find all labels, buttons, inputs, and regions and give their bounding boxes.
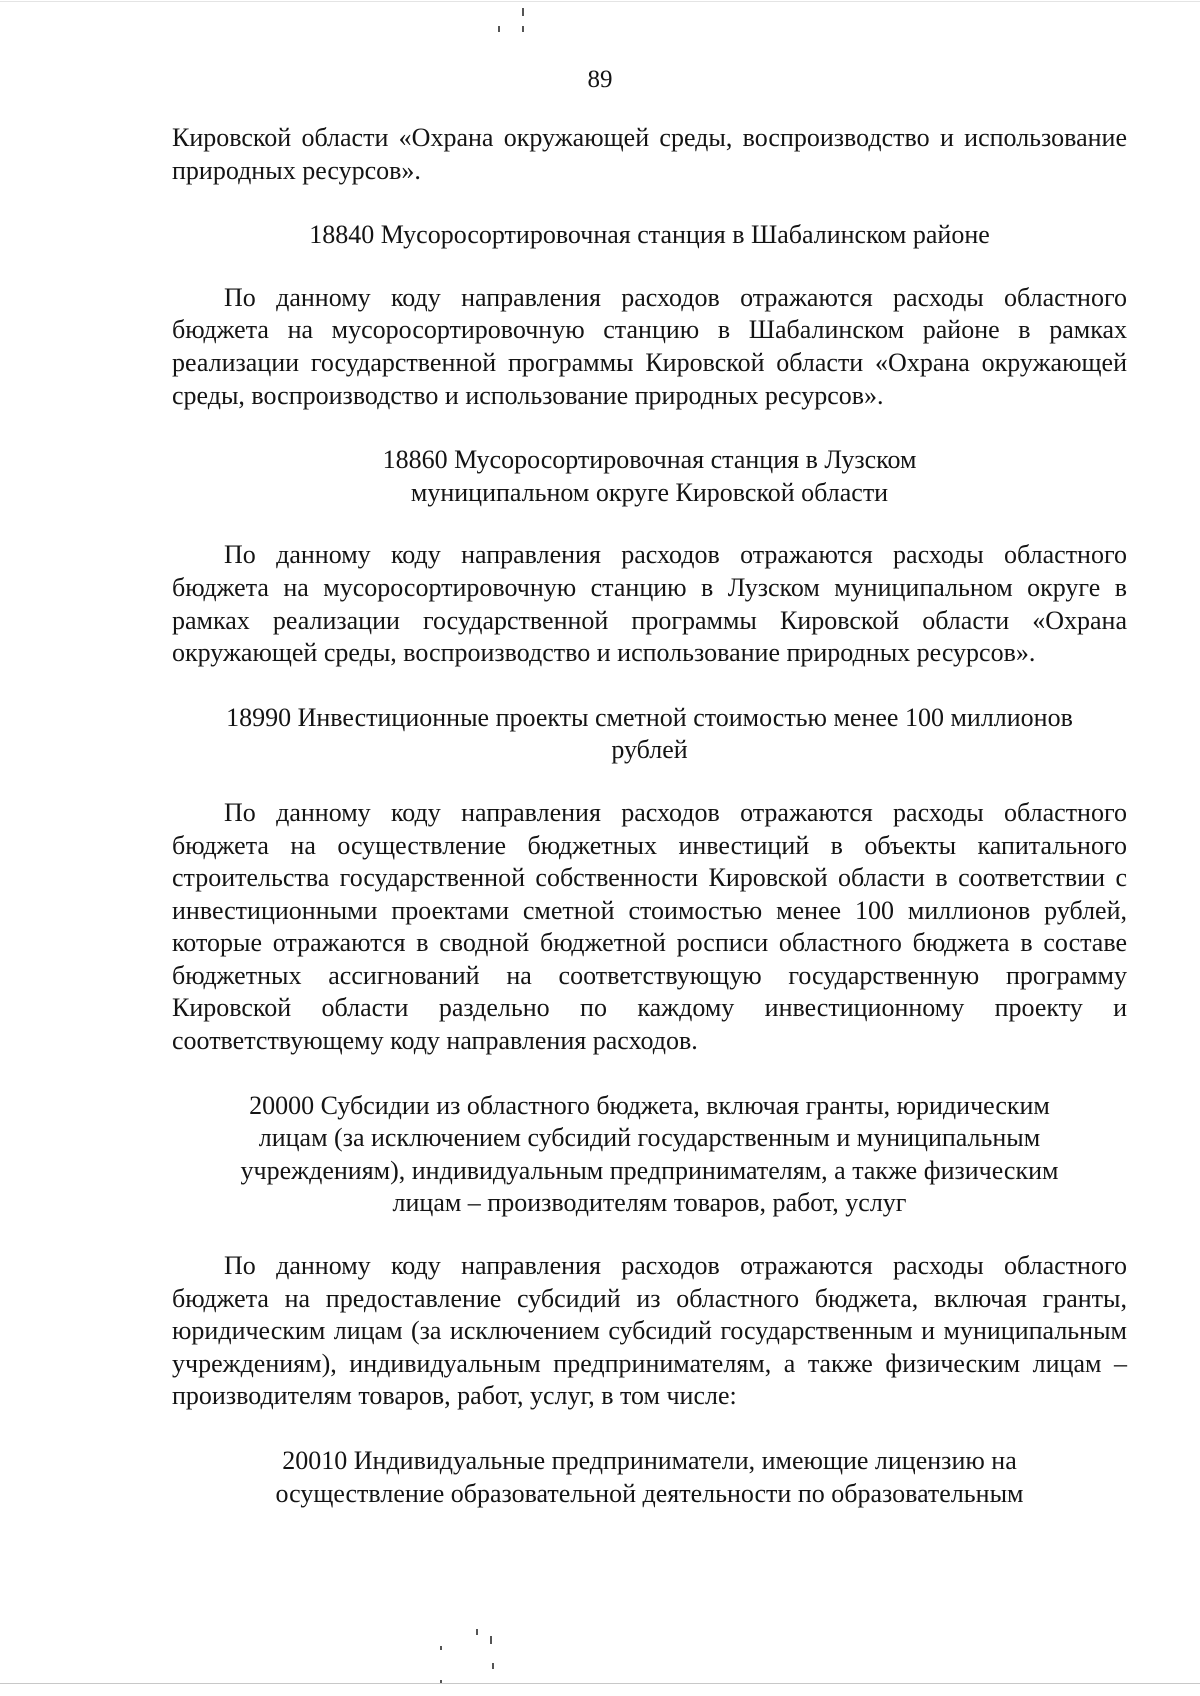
section-heading-20010: 20010 Индивидуальные предприниматели, имеющие лицензию на осуществление образовательной деятельности по образовательным [275,1446,1024,1508]
paragraph-18840: По данному коду направления расходов отражаются расходы областного бюджета на мусоросортировочную станцию в Шабалинском районе в рамках реализации государственной программы Кировской области «Охрана окружающей среды, воспроизводство и использование природных ресурсов». [172,282,1127,410]
scan-speck [522,8,524,16]
section-heading-18840: 18840 Мусоросортировочная станция в Шабалинском районе [309,220,990,250]
document-body [172,122,1127,1510]
paragraph-18990: По данному коду направления расходов отражаются расходы областного бюджета на осуществление бюджетных инвестиций в объекты капитального строительства государственной собственности Кировской области в соответствии с инвестиционными проектами сметной стоимостью менее 100 миллионов рублей, которые отражаются в сводной бюджетной росписи областного бюджета в составе бюджетных ассигнований на соответствующую государственную программу Кировской области раздельно по каждому инвестиционному проекту и соответствующему коду направления расходов. [172,797,1127,1056]
paragraph-continuation: Кировской области «Охрана окружающей среды, воспроизводство и использование природных ресурсов». [172,123,1127,185]
scan-speck [476,1629,478,1635]
scan-speck [498,26,500,32]
section-heading-18860: 18860 Мусоросортировочная станция в Лузском муниципальном округе Кировской области [382,445,917,507]
paragraph-18860: По данному коду направления расходов отражаются расходы областного бюджета на мусоросортировочную станцию в Лузском муниципальном округе в рамках реализации государственной программы Кировской области «Охрана окружающей среды, воспроизводство и использование природных ресурсов». [172,540,1127,668]
page-number: 89 [587,66,613,93]
scan-speck [440,1646,442,1650]
scan-speck [522,26,524,32]
section-heading-18990: 18990 Инвестиционные проекты сметной стоимостью менее 100 миллионов рублей [226,702,1073,765]
scan-speck [492,1663,494,1669]
scan-edge-top [0,1,1200,2]
section-heading-20000: 20000 Субсидии из областного бюджета, включая гранты, юридическим лицам (за исключением субсидий государственным и муниципальным учреждениям), индивидуальным предпринимателям, а также физическим лицам – производителям товаров, работ, услуг [240,1090,1059,1218]
scan-edge-bottom [0,1683,1200,1684]
paragraph-20000: По данному коду направления расходов отражаются расходы областного бюджета на предоставление субсидий из областного бюджета, включая гранты, юридическим лицам (за исключением субсидий государственным и муниципальным учреждениям), индивидуальным предпринимателям, а также физическим лицам – производителям товаров, работ, услуг, в том числе: [172,1251,1127,1411]
scan-speck [490,1636,492,1644]
